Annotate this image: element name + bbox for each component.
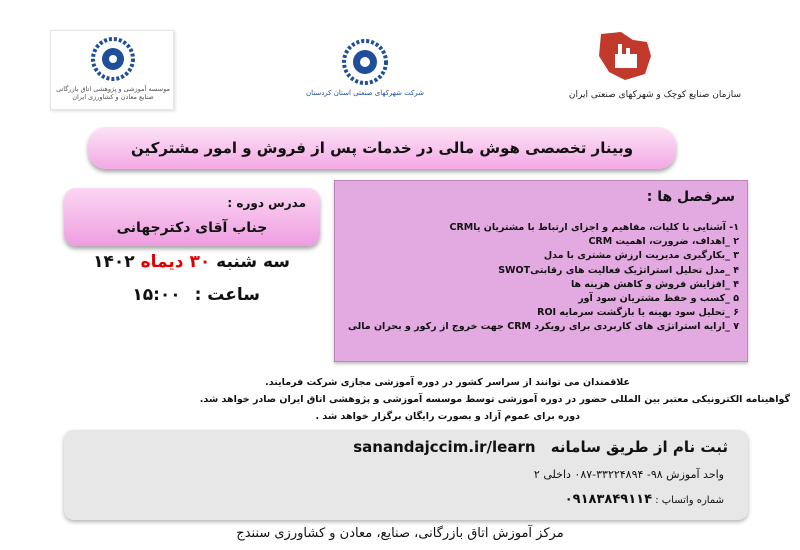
registration-url[interactable]: sanandajccim.ir/learn [353,438,536,456]
note-certificate: گواهینامه الکترونیکی معتبر بین المللی حضور در دوره آموزشی توسط موسسه آموزشی و پژوهشی اتاق ایران صادر خواهد شد. [199,394,790,405]
session-time [132,285,260,305]
registration-box [64,430,748,520]
topics-list [343,221,739,335]
industrial-organization-logo [550,30,760,110]
center-logo-caption: شرکت شهرکهای صنعتی استان کردستان [305,89,425,97]
topic-item: ۴ _افزایش فروش و کاهش هزینه ها [570,278,739,290]
session-date [93,252,290,272]
webinar-title-banner [88,127,676,169]
instructor-box [64,188,320,246]
left-logo-caption: موسسه آموزشی و پژوهشی اتاق بازرگانی صنایع معادن و کشاورزی ایران [56,85,170,101]
whatsapp-label: شماره واتساپ : [655,495,724,506]
topic-item: ۳ _بکارگیری مدیریت ارزش مشتری با مدل [543,250,739,262]
whatsapp-line [565,492,724,507]
training-unit-phone: واحد آموزش ۹۸- ۳۳۲۲۴۸۹۴-۰۸۷ داخلی ۲ [533,468,724,481]
topic-item: ۷ _ارایه استراتژی های کاربردی برای رویکرد CRM جهت خروج از رکور و بحران مالی [348,321,739,333]
note-nationwide: علاقمندان می توانند از سراسر کشور در دوره آموزشی مجازی شرکت فرمایند. [265,377,630,388]
registration-label: ثبت نام از طریق سامانه [550,438,728,456]
iran-map-factory-icon [595,30,655,82]
registration-heading [353,438,728,456]
instructor-name: جناب آقای دکترجهانی [116,220,268,236]
topics-box [334,180,748,362]
footer-text: مرکز آموزش اتاق بازرگانی، صنایع، معادن و کشاورزی سنندج [236,526,564,541]
date-day-month: ۳۰ دیماه [140,252,211,272]
chamber-institute-logo [50,30,174,110]
topics-heading: سرفصل ها : [646,189,735,205]
date-weekday: سه شنبه [216,252,290,272]
date-year: ۱۴۰۲ [93,252,135,272]
right-logo-caption: سازمان صنایع کوچک و شهرکهای صنعتی ایران [568,90,742,100]
topic-item: ۵ _کسب و حفظ مشتریان سود آور [578,293,739,305]
webinar-title: وبینار تخصصی هوش مالی در خدمات پس از فروش و امور مشترکین [130,139,634,157]
industrial-estates-logo [305,38,425,110]
instructor-label: مدرس دوره : [227,196,306,210]
notes-block [10,374,790,425]
whatsapp-number[interactable]: ۰۹۱۸۳۸۴۹۱۱۴ [564,492,653,507]
note-free: دوره برای عموم آزاد و بصورت رایگان برگزار خواهد شد . [315,411,580,422]
chamber-emblem-icon [337,38,393,86]
institute-emblem-icon [87,35,139,83]
time-value: ۱۵:۰۰ [132,285,181,305]
topic-item: ۲ _اهداف، ضرورت، اهمیت CRM [588,236,739,248]
topic-item: ۱- آشنایی با کلیات، مفاهیم و اجزای ارتباط با مشتریان یاCRM [449,222,739,233]
topic-item: ۶ _تحلیل سود بهینه یا بازگشت سرمایه ROI [537,307,739,319]
time-label: ساعت : [194,285,260,305]
topic-item: ۴ _مدل تحلیل استراتژیک فعالیت های رقابتیSWOT [498,264,739,276]
